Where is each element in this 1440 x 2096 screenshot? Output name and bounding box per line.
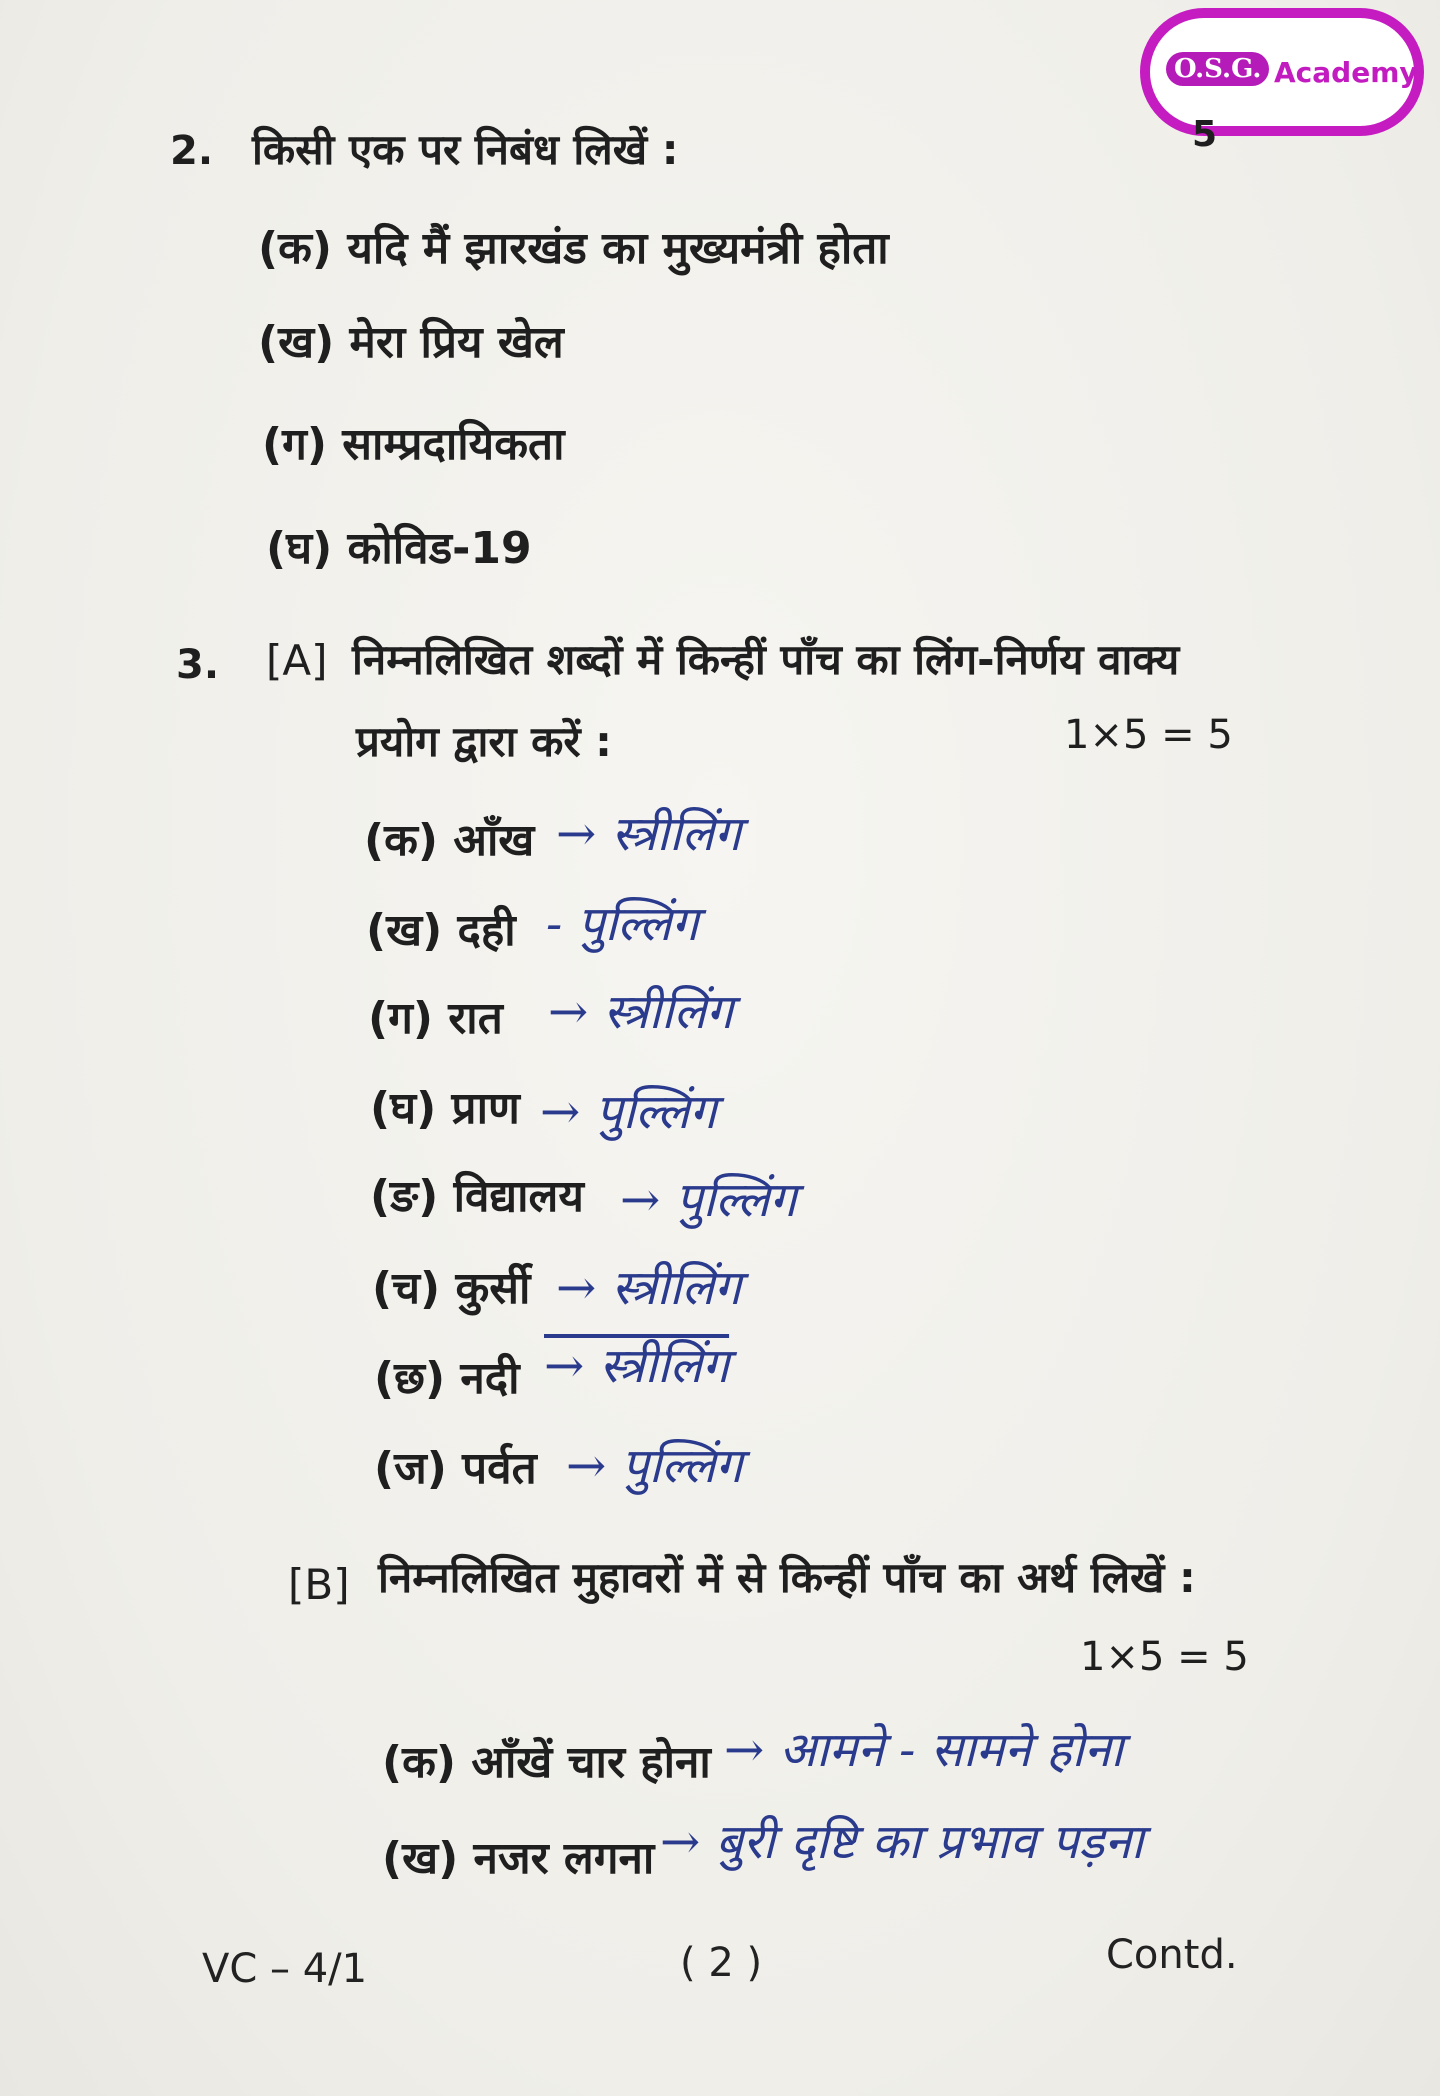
osg-academy-logo — [1140, 8, 1424, 136]
q3b-label: [B] — [288, 1560, 350, 1609]
idiom-phrase: (क) आँखें चार होना — [382, 1737, 711, 1788]
handwritten-answer: → स्त्रीलिंग — [556, 806, 742, 862]
q2-option: (ख) मेरा प्रिय खेल — [258, 317, 564, 368]
q2-title: किसी एक पर निबंध लिखें : — [252, 125, 679, 174]
handwritten-answer: → स्त्रीलिंग — [556, 1260, 742, 1316]
idiom-phrase: (ख) नजर लगना — [382, 1833, 655, 1884]
gender-word: (ग) रात — [368, 993, 503, 1044]
logo-text: Academy — [1274, 56, 1418, 89]
q3a-title-line2: प्रयोग द्वारा करें : — [356, 717, 612, 766]
q3b-title: निम्नलिखित मुहावरों में से किन्हीं पाँच का अर्थ लिखें : — [378, 1553, 1196, 1602]
gender-word: (छ) नदी — [374, 1353, 520, 1404]
handwritten-answer: → स्त्रीलिंग — [548, 984, 734, 1040]
q2-marks: 5 — [1192, 114, 1218, 155]
q2-option: (क) यदि मैं झारखंड का मुख्यमंत्री होता — [258, 223, 889, 274]
q2-option: (घ) कोविड-19 — [266, 523, 532, 574]
gender-word: (ङ) विद्यालय — [370, 1171, 584, 1222]
gender-word: (क) आँख — [364, 815, 535, 866]
handwritten-answer: - पुल्लिंग — [546, 896, 699, 952]
q3a-title-line1: निम्नलिखित शब्दों में किन्हीं पाँच का लिंग-निर्णय वाक्य — [352, 635, 1180, 684]
footer-contd: Contd. — [1106, 1932, 1238, 1978]
handwritten-answer: → पुल्लिंग — [566, 1438, 743, 1494]
handwritten-answer: → आमने - सामने होना — [724, 1722, 1124, 1778]
handwritten-answer: → बुरी दृष्टि का प्रभाव पड़ना — [660, 1814, 1144, 1870]
handwritten-answer: → स्त्रीलिंग — [544, 1338, 730, 1394]
q2-number: 2. — [170, 128, 214, 174]
q3a-marks: 1×5 = 5 — [1064, 712, 1233, 758]
gender-word: (ज) पर्वत — [374, 1443, 537, 1494]
footer-code: VC – 4/1 — [202, 1946, 368, 1992]
gender-word: (च) कुर्सी — [372, 1263, 531, 1314]
q3b-marks: 1×5 = 5 — [1080, 1634, 1249, 1680]
handwritten-answer: → पुल्लिंग — [540, 1084, 717, 1140]
q3-number: 3. — [176, 642, 220, 688]
q3a-label: [A] — [266, 636, 328, 685]
logo-badge: O.S.G. — [1166, 52, 1269, 86]
q2-option: (ग) साम्प्रदायिकता — [262, 419, 565, 470]
gender-word: (घ) प्राण — [370, 1083, 520, 1134]
handwritten-answer: → पुल्लिंग — [620, 1172, 797, 1228]
gender-word: (ख) दही — [366, 905, 516, 956]
footer-page-number: ( 2 ) — [680, 1940, 763, 1986]
